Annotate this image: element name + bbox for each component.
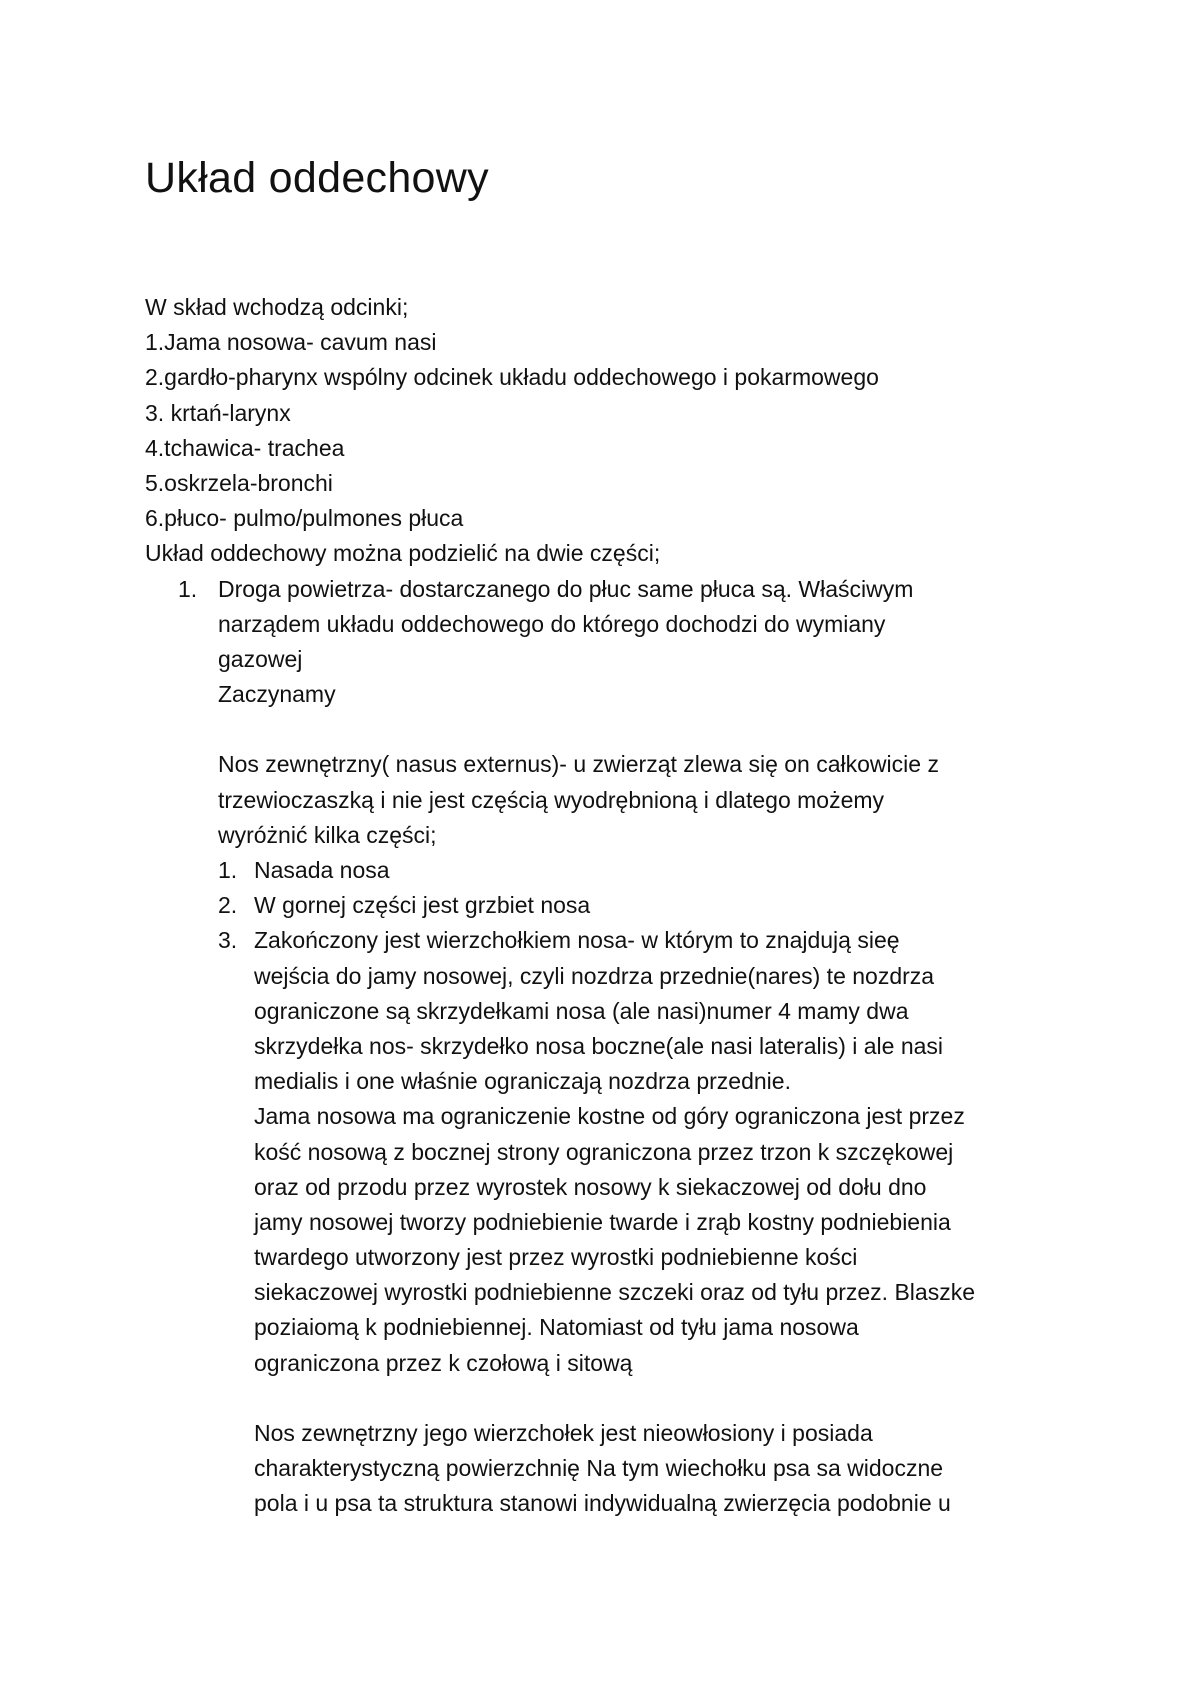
text-line: Jama nosowa ma ograniczenie kostne od góry ograniczona jest przez (254, 1103, 965, 1130)
text-line: pola i u psa ta struktura stanowi indywidualną zwierzęcia podobnie u (254, 1490, 951, 1517)
text-line: 3. krtań-larynx (145, 399, 291, 426)
text-line: jamy nosowej tworzy podniebienie twarde i zrąb kostny podniebienia (254, 1208, 951, 1235)
blank-line (145, 1381, 1145, 1416)
text-line: skrzydełka nos- skrzydełko nosa boczne(ale nasi lateralis) i ale nasi (254, 1032, 944, 1059)
text-line: wyróżnić kilka części; (218, 821, 437, 848)
text-line: 4.tchawica- trachea (145, 434, 345, 461)
page-title: Układ oddechowy (145, 154, 489, 202)
list-item (145, 853, 1145, 888)
text-line: Droga powietrza- dostarczanego do płuc same płuca są. Właściwym (218, 575, 914, 602)
text-line: narządem układu oddechowego do którego dochodzi do wymiany (218, 610, 886, 637)
text-line: medialis i one właśnie ograniczają nozdrza przednie. (254, 1068, 791, 1095)
text-line: W gornej części jest grzbiet nosa (254, 892, 591, 919)
text-line: 2.gardło-pharynx wspólny odcinek układu oddechowego i pokarmowego (145, 364, 879, 391)
text-line: charakterystyczną powierzchnię Na tym wiechołku psa sa widoczne (254, 1455, 944, 1482)
text-line: Zaczynamy (218, 681, 336, 708)
text-line: Nasada nosa (254, 857, 390, 883)
list-item (145, 888, 1145, 923)
numbered-list-main (145, 572, 1145, 854)
document-body (145, 290, 1145, 1522)
text-line: 5.oskrzela-bronchi (145, 469, 333, 496)
list-number: 2. (218, 892, 238, 919)
text-line: siekaczowej wyrostki podniebienne szczeki oraz od tyłu przez. Blaszke (254, 1279, 975, 1306)
numbered-list-nose-parts (145, 853, 1145, 1381)
text-line: ograniczona przez k czołową i sitową (254, 1349, 633, 1376)
text-line: W skład wchodzą odcinki; (145, 294, 409, 320)
list-item (145, 923, 1145, 1380)
blank-line (218, 712, 1145, 747)
text-line: twardego utworzony jest przez wyrostki podniebienne kości (254, 1244, 858, 1271)
text-line: gazowej (218, 645, 303, 672)
text-line: Nos zewnętrzny jego wierzchołek jest nieowłosiony i posiada (254, 1420, 873, 1446)
text-line: 6.płuco- pulmo/pulmones płuca (145, 505, 464, 532)
text-line: trzewioczaszką i nie jest częścią wyodrębnioną i dlatego możemy (218, 786, 885, 813)
list-number: 3. (218, 927, 238, 954)
text-line: oraz od przodu przez wyrostek nosowy k siekaczowej od dołu dno (254, 1173, 927, 1200)
list-number: 1. (218, 857, 238, 883)
text-line: ograniczone są skrzydełkami nosa (ale nasi)numer 4 mamy dwa (254, 997, 909, 1024)
intro-block (145, 290, 1145, 572)
text-line: poziaiomą k podniebiennej. Natomiast od tyłu jama nosowa (254, 1314, 859, 1341)
text-line: Nos zewnętrzny( nasus externus)- u zwierząt zlewa się on całkowicie z (218, 751, 939, 778)
final-paragraph (145, 1416, 1145, 1522)
list-item (145, 572, 1145, 854)
text-line: wejścia do jamy nosowej, czyli nozdrza przednie(nares) te nozdrza (254, 962, 935, 989)
text-line: Układ oddechowy można podzielić na dwie części; (145, 540, 661, 567)
text-line: Zakończony jest wierzchołkiem nosa- w którym to znajdują sieę (254, 927, 900, 954)
text-line: 1.Jama nosowa- cavum nasi (145, 329, 437, 356)
list-number: 1. (178, 575, 198, 602)
text-line: kość nosową z bocznej strony ograniczona przez trzon k szczękowej (254, 1138, 954, 1165)
